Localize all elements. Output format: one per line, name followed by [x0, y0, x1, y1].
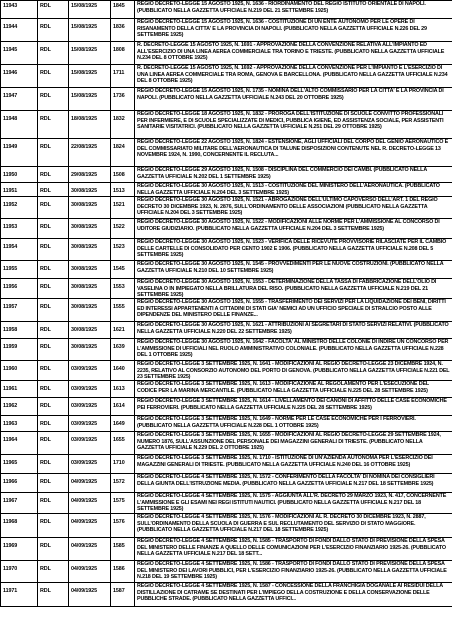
record-description: REGIO DECRETO-LEGGE 3 SETTEMBRE 1925, N. 1655 - MODIFICAZIONI AL REGIO DECRETO-LEGGE 29 SETTEMBRE 1924, NUMERO 1876, SULL'ASSUNZIONE DEL PERSONALE DEI MAGAZZINI GENERALI DI TRIESTE. (PUBBLICATO NELLA GAZZETTA UFFICIALE N.229 DEL 2 OTTOBRE 1925) — [135, 432, 452, 455]
record-type: RDL — [38, 111, 69, 139]
record-description: REGIO DECRETO-LEGGE 30 AGOSTO 1925, N. 1545 - PROVVEDIMENTI PER LE NUOVE COSTRUZIONI. (PUBBLICATO NELLA GAZZETTA UFFICIALE N.210 DEL 10 SETTEMBRE 1925) — [135, 261, 452, 279]
record-code: 1522 — [111, 219, 135, 239]
record-number: 11963 — [1, 416, 38, 432]
record-date: 04/09/1925 — [69, 493, 111, 514]
record-description: REGIO DECRETO-LEGGE 30 AGOSTO 1925, N. 1522 - MODIFICAZIONI ALLE NORME PER L'AMMISSIONE AL CONCORSO DI UDITORE GIUDIZIARIO. (PUBBLICATO NELLA GAZZETTA UFFICIALE N.204 DEL 3 SETTEMBRE 1925) — [135, 219, 452, 239]
record-type: RDL — [38, 239, 69, 261]
record-type: RDL — [38, 197, 69, 219]
record-date: 03/09/1925 — [69, 455, 111, 474]
record-code: 1586 — [111, 561, 135, 583]
record-date: 15/08/1925 — [69, 1, 111, 19]
record-code: 1572 — [111, 474, 135, 493]
record-code: 1710 — [111, 455, 135, 474]
record-number: 11951 — [1, 183, 38, 197]
table-row — [1, 88, 452, 111]
record-type: RDL — [38, 339, 69, 361]
record-date: 15/08/1925 — [69, 42, 111, 65]
table-row — [1, 514, 452, 538]
table-row — [1, 493, 452, 514]
record-date: 03/09/1925 — [69, 398, 111, 416]
record-description: REGIO DECRETO-LEGGE 30 AGOSTO 1925, N. 1555 - TRASFERIMENTO DEI SERVIZI PER LA LIQUIDAZIONE DEI BENI, DIRITTI ED INTERESSI APPARTENENTI A CITTADINI DI STATI GIA' NEMICI AD UN UFFICIO SPECIALE DI STRALCIO POSTO ALLE DIPENDENZE DEL MINISTERO DELLE FINANZE... — [135, 299, 452, 322]
record-number: 11950 — [1, 167, 38, 183]
table-row — [1, 416, 452, 432]
record-date: 03/09/1925 — [69, 416, 111, 432]
record-date: 03/09/1925 — [69, 432, 111, 455]
record-code: 1513 — [111, 183, 135, 197]
record-number: 11958 — [1, 322, 38, 339]
record-code: 1521 — [111, 197, 135, 219]
table-row — [1, 474, 452, 493]
record-number: 11945 — [1, 42, 38, 65]
record-date: 03/09/1925 — [69, 381, 111, 398]
table-row — [1, 322, 452, 339]
record-description: REGIO DECRETO-LEGGE 3 SETTEMBRE 1925, N. 1641 - MODIFICAZIONI AL REGIO DECRETO-LEGGE 23 DICEMBRE 1924, N. 2235, RELATIVO AL CONSORZIO AUTONOMO DEL PORTO DI GENOVA. (PUBBLICATO NELLA GAZZETTA UFFICIALE N.221 DEL 23 SETTEMBRE 1925) — [135, 361, 452, 381]
record-number: 11947 — [1, 88, 38, 111]
record-date: 04/09/1925 — [69, 474, 111, 493]
record-date: 04/09/1925 — [69, 538, 111, 561]
table-row — [1, 183, 452, 197]
record-type: RDL — [38, 398, 69, 416]
record-number: 11944 — [1, 19, 38, 42]
record-type: RDL — [38, 514, 69, 538]
table-row — [1, 398, 452, 416]
record-number: 11949 — [1, 139, 38, 167]
table-row — [1, 455, 452, 474]
record-description: REGIO DECRETO-LEGGE 3 SETTEMBRE 1925, N. 1649 - NORME PER LE CASE ECONOMICHE PER I FERROVIERI. (PUBBLICATO NELLA GAZZETTA UFFICIALE N.228 DEL 1 OTTOBRE 1925) — [135, 416, 452, 432]
record-date: 30/08/1925 — [69, 299, 111, 322]
record-date: 04/09/1925 — [69, 561, 111, 583]
record-number: 11962 — [1, 398, 38, 416]
record-description: REGIO DECRETO-LEGGE 3 SETTEMBRE 1925, N. 1613 - MODIFICAZIONE AL REGOLAMENTO PER L'ESECUZIONE DEL CODICE PER LA MARINA MERCANTILE. (PUBBLICATO NELLA GAZZETTA UFFICIALE N.225 DEL 28 SETTEMBRE 1925) — [135, 381, 452, 398]
record-code: 1585 — [111, 538, 135, 561]
record-type: RDL — [38, 322, 69, 339]
record-number: 11957 — [1, 299, 38, 322]
record-number: 11952 — [1, 197, 38, 219]
record-number: 11961 — [1, 381, 38, 398]
record-date: 30/08/1925 — [69, 261, 111, 279]
record-code: 1508 — [111, 167, 135, 183]
record-date: 29/08/1925 — [69, 167, 111, 183]
record-code: 1575 — [111, 493, 135, 514]
record-description: REGIO DECRETO-LEGGE 29 AGOSTO 1925, N. 1508 - DISCIPLINA DEL COMMERCIO DEI CAMBI. (PUBBLICATO NELLA GAZZETTA UFFICIALE N.202 DEL 1 SETTEMBRE 1925) — [135, 167, 452, 183]
record-date: 30/08/1925 — [69, 279, 111, 299]
record-type: RDL — [38, 279, 69, 299]
record-number: 11953 — [1, 219, 38, 239]
record-number: 11969 — [1, 538, 38, 561]
record-date: 15/08/1925 — [69, 88, 111, 111]
record-description: REGIO DECRETO-LEGGE 30 AGOSTO 1925, N. 1521 - ABROGAZIONE DELL'ULTIMO CAPOVERSO DELL'ART. 1 DEL REGIO DECRETO 30 DICEMBRE 1923, N. 2876, SULL'ORDINAMENTO DELLE ASSOCIAZIONI (PUBBLICATO NELLA GAZZETTA UFFICIALE N.204 DEL 3 SETTEMBRE 1925) — [135, 197, 452, 219]
record-code: 1808 — [111, 42, 135, 65]
record-date: 30/08/1925 — [69, 197, 111, 219]
record-date: 30/08/1925 — [69, 183, 111, 197]
record-description: REGIO DECRETO-LEGGE 30 AGOSTO 1925, N. 1513 - COSTITUZIONE DEL MINISTERO DELL'AERONAUTICA. (PUBBLICATO NELLA GAZZETTA UFFICIALE N.204 DEL 3 SETTEMBRE 1925) — [135, 183, 452, 197]
record-number: 11970 — [1, 561, 38, 583]
record-description: REGIO DECRETO-LEGGE 30 AGOSTO 1925, N. 1553 - DETERMINAZIONE DELLA TASSA DI FABBRICAZIONE DELL'OLIO DI VASELINA O IN IMPIEGATO NELLA BRILLATURA DEL RISO. (PUBBLICATO NELLA GAZZETTA UFFICIALE N.219 DEL 21 SETTEMBRE 1925) — [135, 279, 452, 299]
record-code: 1655 — [111, 432, 135, 455]
table-row — [1, 167, 452, 183]
record-type: RDL — [38, 1, 69, 19]
record-code: 1523 — [111, 239, 135, 261]
record-description: REGIO DECRETO-LEGGE 30 AGOSTO 1925, N. 1523 - VERIFICA DELLE RICEVUTE PROVVISORIE RILASCIATE PER IL CAMBIO DELLE CARTELLE DI CONSOLIDATO PER CENTO 1902 E 1906. (PUBBLICATO NELLA GAZZETTA UFFICIALE N.208 DEL 5 SETTEMBRE 1925) — [135, 239, 452, 261]
record-type: RDL — [38, 65, 69, 88]
record-number: 11956 — [1, 279, 38, 299]
table-row — [1, 42, 452, 65]
record-date: 15/08/1925 — [69, 19, 111, 42]
record-type: RDL — [38, 474, 69, 493]
record-code: 1614 — [111, 398, 135, 416]
record-type: RDL — [38, 583, 69, 607]
record-date: 30/08/1925 — [69, 239, 111, 261]
record-description: REGIO DECRETO-LEGGE 15 AGOSTO 1925, N. 1636 - RIORDINAMENTO DEL REGIO ISTITUTO ORIENTALE DI NAPOLI. (PUBBLICATO NELLA GAZZETTA UFFICIALE N.219 DEL 21 SETTEMBRE 1925) — [135, 1, 452, 19]
record-code: 1553 — [111, 279, 135, 299]
table-row — [1, 1, 452, 19]
record-type: RDL — [38, 219, 69, 239]
table-row — [1, 261, 452, 279]
record-description: REGIO DECRETO-LEGGE 15 AGOSTO 1925, N. 1636 - COSTITUZIONE DI UN ENTE AUTONOMO PER LE OPERE DI RISANAMENTO DELLA CITTA' E LA PROVINCIA DI NAPOLI. (PUBBLICATO NELLA GAZZETTA UFFICIALE N.226 DEL 29 SETTEMBRE 1925) — [135, 19, 452, 42]
record-type: RDL — [38, 299, 69, 322]
table-row — [1, 219, 452, 239]
record-code: 1621 — [111, 322, 135, 339]
record-number: 11971 — [1, 583, 38, 607]
table-row — [1, 538, 452, 561]
record-type: RDL — [38, 361, 69, 381]
record-code: 1587 — [111, 583, 135, 607]
table-row — [1, 65, 452, 88]
record-number: 11960 — [1, 361, 38, 381]
record-description: REGIO DECRETO-LEGGE 4 SETTEMBRE 1925, N. 1587 - CONCESSIONE DELLA FRANCHIGIA DOGANALE AI RESIDUI DELLA DISTILLAZIONE DI CATRAME SE DESTINATI PER L'IMPIEGO DELLA COSTRUZIONE E DELLA CONSERVAZIONE DELLE PUBBLICHE STRADE. (PUBBLICATO NELLA GAZZETTA UFFICI... — [135, 583, 452, 607]
table-row — [1, 111, 452, 139]
record-date: 22/08/1925 — [69, 139, 111, 167]
record-code: 1613 — [111, 381, 135, 398]
record-date: 30/08/1925 — [69, 322, 111, 339]
record-number: 11948 — [1, 111, 38, 139]
table-row — [1, 139, 452, 167]
record-date: 18/08/1925 — [69, 111, 111, 139]
record-type: RDL — [38, 416, 69, 432]
record-code: 1545 — [111, 261, 135, 279]
record-code: 1649 — [111, 416, 135, 432]
record-code: 1555 — [111, 299, 135, 322]
record-number: 11943 — [1, 1, 38, 19]
record-date: 04/09/1925 — [69, 583, 111, 607]
record-description: REGIO DECRETO-LEGGE 4 SETTEMBRE 1925, N. 1586 - TRASPORTO DI FONDI DALLO STATO DI PREVISIONE DELLA SPESA DEL MINISTERO DEI LAVORI PUBBLICI, PER L'ESERCIZIO FINANZIARIO 1925-26. (PUBBLICATO NELLA GAZZETTA UFFICIALE N.218 DEL 19 SETTEMBRE 1925) — [135, 561, 452, 583]
table-row — [1, 19, 452, 42]
record-code: 1639 — [111, 339, 135, 361]
table-row — [1, 299, 452, 322]
record-number: 11967 — [1, 493, 38, 514]
table-row — [1, 561, 452, 583]
record-type: RDL — [38, 88, 69, 111]
record-type: RDL — [38, 42, 69, 65]
record-code: 1736 — [111, 88, 135, 111]
record-number: 11965 — [1, 455, 38, 474]
table-row — [1, 239, 452, 261]
record-type: RDL — [38, 455, 69, 474]
record-number: 11955 — [1, 261, 38, 279]
record-date: 30/08/1925 — [69, 339, 111, 361]
record-description: REGIO DECRETO-LEGGE 4 SETTEMBRE 1925, N. 1585 - TRASPORTO DI FONDI DALLO STATO DI PREVISIONE DELLA SPESA DEL MINISTERO DELLE FINANZE A QUELLO DELLE COMUNICAZIONI PER L'ESERCIZIO FINANZIARIO 1925-26. (PUBBLICATO NELLA GAZZETTA UFFICIALE N.217 DEL 18 SETT... — [135, 538, 452, 561]
record-date: 03/09/1925 — [69, 361, 111, 381]
record-description: REGIO DECRETO-LEGGE 4 SETTEMBRE 1925, N. 1572 - CONFERIMENTO DELLA FACOLTA' DI NOMINA DEI CONSIGLIERI DELLA GIUNTA DELL'ISTRUZIONE MEDIA. (PUBBLICATO NELLA GAZZETTA UFFICIALE N.217 DEL 18 SETTEMBRE 1925) — [135, 474, 452, 493]
record-type: RDL — [38, 432, 69, 455]
record-description: REGIO DECRETO-LEGGE 30 AGOSTO 1925, N. 1621 - ATTRIBUZIONI AI SEGRETARI DI STATO SERVIZI RELATIVI. (PUBBLICATO NELLA GAZZETTA UFFICIALE N.220 DEL 22 SETTEMBRE 1925) — [135, 322, 452, 339]
record-number: 11959 — [1, 339, 38, 361]
record-code: 1824 — [111, 139, 135, 167]
record-number: 11966 — [1, 474, 38, 493]
records-body — [1, 1, 452, 607]
record-description: REGIO DECRETO-LEGGE 22 AGOSTO 1925, N. 1824 - ESTENSIONE, AGLI UFFICIALI DEL CORPO DEL GENIO AERONAUTICO E DEL COMMISSARIATO MILITARE DELL'AERONAUTICA DI TALUNE DISPOSIZIONI CONTENUTE NEL R. DECRETO-LEGGE 13 NOVEMBRE 1924, N. 1990, CONCERNENTE IL RECLUTA... — [135, 139, 452, 167]
record-date: 04/09/1925 — [69, 514, 111, 538]
record-number: 11964 — [1, 432, 38, 455]
record-description: R. DECRETO-LEGGE 15 AGOSTO 1925, N. 1692 - APPROVAZIONE DELLA CONVENZIONE PER L'IMPIANTO E L'ESERCIZIO DI UNA LINEA AEREA COMMERCIALE TRA ROMA, GENOVA E BARCELLONA. (PUBBLICATO NELLA GAZZETTA UFFICIALE N.234 DEL 8 OTTOBRE 1925) — [135, 65, 452, 88]
record-type: RDL — [38, 493, 69, 514]
record-code: 1832 — [111, 111, 135, 139]
record-number: 11968 — [1, 514, 38, 538]
record-description: REGIO DECRETO-LEGGE 4 SETTEMBRE 1925, N. 1575 - AGGIUNTA ALL'R. DECRETO 29 MARZO 1923, N. 417, CONCERNENTE L'AMMISSIONE E GLI ESAMI NEI REGI ISTITUTI NAUTICI. (PUBBLICATO NELLA GAZZETTA UFFICIALE N.217 DEL 18 SETTEMBRE 1925) — [135, 493, 452, 514]
record-description: REGIO DECRETO-LEGGE 30 AGOSTO 1925, N. 1642 - FACOLTA' AL MINISTRO DELLE COLONIE DI INDIRE UN CONCORSO PER L'AMMISSIONE DI UFFICIALI NEL RUOLO AMMINISTRATIVO COLONIALE. (PUBBLICATO NELLA GAZZETTA UFFICIALE N.228 DEL 1 OTTOBRE 1925) — [135, 339, 452, 361]
record-code: 1576 — [111, 514, 135, 538]
record-description: REGIO DECRETO-LEGGE 3 SETTEMBRE 1925, N. 1614 - LIVELLAMENTO DEI CANONI DI AFFITTO DELLE CASE ECONOMICHE PEI FERROVIERI. (PUBBLICATO NELLA GAZZETTA UFFICIALE N.225 DEL 28 SETTEMBRE 1925) — [135, 398, 452, 416]
table-row — [1, 381, 452, 398]
record-description: REGIO DECRETO-LEGGE 4 SETTEMBRE 1925, N. 1576 - MODIFICAZIONI AL R. DECRETO 30 DICEMBRE 1923, N. 2887, SULL'ORDINAMENTO DELLA SCUOLA DI GUERRA E SUL RECLUTAMENTO DEL SERVIZIO DI STATO MAGGIORE. (PUBBLICATO NELLA GAZZETTA UFFICIALE N.217 DEL 18 SETTEMBRE 1925) — [135, 514, 452, 538]
record-description: REGIO DECRETO-LEGGE 15 AGOSTO 1925, N. 1735 - NOMINA DELL'ALTO COMMISSARIO PER LA CITTA' E LA PROVINCIA DI NAPOLI. (PUBBLICATO NELLA GAZZETTA UFFICIALE N.243 DEL 20 OTTOBRE 1925) — [135, 88, 452, 111]
record-date: 15/08/1925 — [69, 65, 111, 88]
record-type: RDL — [38, 381, 69, 398]
table-row — [1, 197, 452, 219]
record-type: RDL — [38, 538, 69, 561]
record-type: RDL — [38, 19, 69, 42]
record-code: 1640 — [111, 361, 135, 381]
record-number: 11946 — [1, 65, 38, 88]
table-row — [1, 339, 452, 361]
table-row — [1, 361, 452, 381]
record-code: 1845 — [111, 1, 135, 19]
record-type: RDL — [38, 167, 69, 183]
record-type: RDL — [38, 139, 69, 167]
record-type: RDL — [38, 183, 69, 197]
record-description: R. DECRETO-LEGGE 15 AGOSTO 1925, N. 1691 - APPROVAZIONE DELLA CONVENZIONE RELATIVA ALL'IMPIANTO ED ALL'ESERCIZIO DI UNA LINEA AEREA COMMERCIALE TRA TORINO E TRIESTE. (PUBBLICATO NELLA GAZZETTA UFFICIALE N.234 DEL 8 OTTOBRE 1925) — [135, 42, 452, 65]
table-row — [1, 279, 452, 299]
table-row — [1, 432, 452, 455]
record-type: RDL — [38, 261, 69, 279]
record-code: 1836 — [111, 19, 135, 42]
record-number: 11954 — [1, 239, 38, 261]
record-code: 1711 — [111, 65, 135, 88]
record-description: REGIO DECRETO-LEGGE 18 AGOSTO 1925, N. 1832 - PROROGA DELL'ISTITUZIONE DI SCUOLE CONVITTO PROFESSIONALI PER INFERMIERE, E DI SCUOLE SPECIALIZZATE DI MEDICI, PUBBLICA IGIENE, ED ASSISTENZA SOCIALE, PER ASSISTENTI SANITARIE VISITATRICI. (PUBBLICATO NELLA GAZZETTA UFFICIALE N.251 DEL 29 OTTOBRE 1925) — [135, 111, 452, 139]
record-description: REGIO DECRETO-LEGGE 3 SETTEMBRE 1925, N. 1710 - ISTITUZIONE DI UN'AZIENDA AUTONOMA PER L'ESERCIZIO DEI MAGAZZINI GENERALI DI TRIESTE. (PUBBLICATO NELLA GAZZETTA UFFICIALE N.240 DEL 16 OTTOBRE 1925) — [135, 455, 452, 474]
record-type: RDL — [38, 561, 69, 583]
table-row — [1, 583, 452, 607]
record-date: 30/08/1925 — [69, 219, 111, 239]
